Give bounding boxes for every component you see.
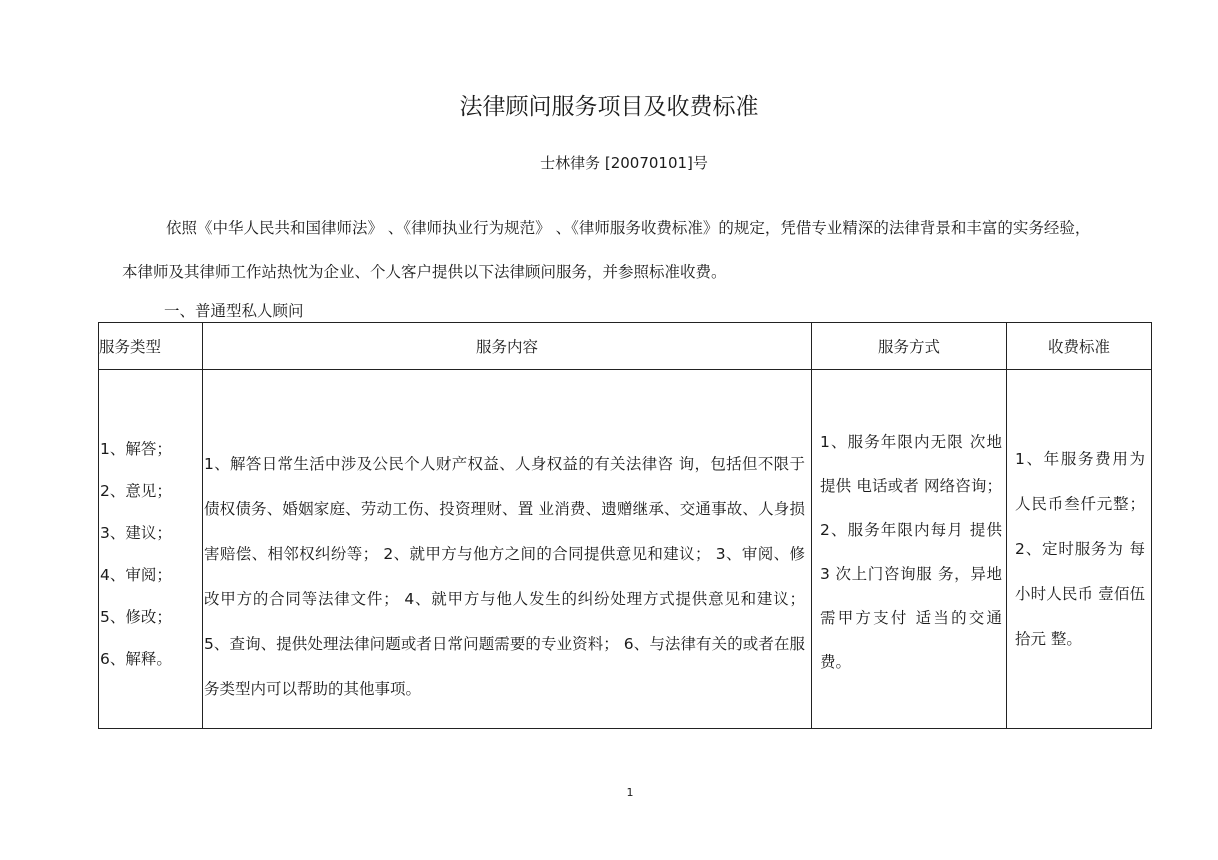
header-service-type: 服务类型 xyxy=(99,323,203,370)
header-service-content: 服务内容 xyxy=(203,323,812,370)
service-fee-table xyxy=(98,322,1152,729)
cell-fee-standard xyxy=(1007,370,1152,729)
service-type-item: 3、建议； xyxy=(100,524,172,542)
table-row xyxy=(99,370,1152,729)
table-header-row xyxy=(99,323,1152,370)
page-number: 1 xyxy=(626,786,634,799)
service-content-text: 1、解答日常生活中涉及公民个人财产权益、人身权益的有关法律咨 询，包括但不限于债权债务、婚姻家庭、劳动工伤、投资理财、置 业消费、遗赠继承、交通事故、人身损害赔偿、相邻权纠纷等； 2、就甲方与他方之间的合同提供意见和建议； 3、审阅、修改甲方的合同等法律文件； 4、就甲方与他人发生的纠纷处理方式提供意见和建议； 5、查询、提供处理法律问题或者日常问题需要的专业资料； 6、与法律有关的或者在服务类型内可以帮助的其他事项。 xyxy=(204,455,805,698)
cell-service-method xyxy=(812,370,1007,729)
service-type-item: 5、修改； xyxy=(100,608,172,626)
header-service-method: 服务方式 xyxy=(812,323,1007,370)
cell-service-types xyxy=(99,370,203,729)
intro-paragraph: 依照《中华人民共和国律师法》 、《律师执业行为规范》 、《律师服务收费标准》的规定，凭借专业精深的法律背景和丰富的实务经验，本律师及其律师工作站热忱为企业、个人客户提供以下法律顾问服务，并参照标准收费。 xyxy=(122,219,1091,281)
service-type-item: 6、解释。 xyxy=(100,650,172,668)
document-number: 士林律务 [20070101]号 xyxy=(540,154,708,172)
service-method-text: 1、服务年限内无限 次地 提供 电话或者 网络咨询； 2、服务年限内每月 提供 3 次上门咨询服 务，异地需甲方支付 适当的交通费。 xyxy=(820,433,1002,671)
header-fee-standard: 收费标准 xyxy=(1007,323,1152,370)
service-type-item: 4、审阅； xyxy=(100,566,172,584)
document-title: 法律顾问服务项目及收费标准 xyxy=(459,94,759,120)
cell-service-content xyxy=(203,370,812,729)
service-type-item: 1、解答； xyxy=(100,440,172,458)
section-heading: 一、普通型私人顾问 xyxy=(164,302,304,320)
service-type-item: 2、意见； xyxy=(100,482,172,500)
fee-standard-text: 1、年服务费用为人民币叁仟元整； 2、定时服务为 每小时人民币 壹佰伍拾元 整。 xyxy=(1015,449,1145,648)
